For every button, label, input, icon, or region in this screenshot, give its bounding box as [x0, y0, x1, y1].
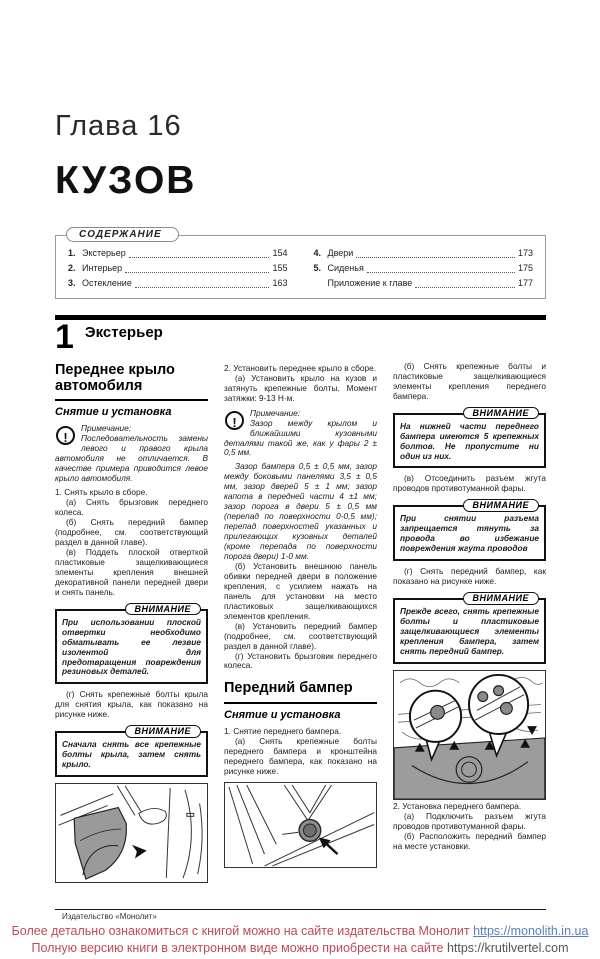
- substep-g: (г) Снять крепежные болты крыла для снятия крыла, как показано на рисунке ниже.: [55, 689, 208, 720]
- substep-v: (в) Поддеть плоской отверткой пластиковые защелкивающиеся элементы крепления внешней декоративной панели передней двери и снять панель.: [55, 546, 208, 597]
- bumper-bolt-illustration: [225, 783, 376, 867]
- article-heading-front-fender: Переднее крыло автомобиля: [55, 362, 208, 401]
- attention-text: Сначала снять все крепежные болты крыла, затем снять крыло.: [62, 739, 201, 770]
- contents-box: [55, 229, 546, 299]
- toc-item-number: 3.: [68, 277, 76, 288]
- section-number: 1: [55, 317, 74, 356]
- article-heading-front-bumper: Передний бампер: [224, 680, 377, 703]
- substep-a: (а) Подключить разъем жгута проводов противотуманной фары.: [393, 810, 546, 831]
- bumper-fasteners-illustration: [394, 671, 545, 799]
- toc-dot-leader: [129, 257, 270, 258]
- panel-line: [247, 785, 277, 844]
- promo-text-1: Более детально ознакомиться с книгой можно на сайте издательства Монолит: [11, 924, 474, 938]
- attention-text: Прежде всего, снять крепежные болты и пластиковые защелкивающиеся элементы крепления бампера, затем снять передний бампер.: [400, 606, 539, 656]
- page-content: [55, 110, 546, 851]
- removal-arrow: [132, 845, 147, 859]
- column-1: [55, 362, 208, 814]
- body-side-line: [198, 804, 202, 875]
- magnifier-circle: [469, 675, 528, 734]
- footer-divider: [55, 909, 546, 910]
- attention-text: На нижней части переднего бампера имеются 5 крепежных болтов. Не пропустите ни один из них.: [400, 420, 539, 461]
- attention-tab-label: ВНИМАНИЕ: [125, 603, 201, 616]
- toc-dot-leader: [367, 272, 515, 273]
- toc-item-number: 5.: [313, 262, 322, 273]
- toc-item: [68, 276, 288, 291]
- toc-item-label: Двери: [327, 248, 354, 258]
- promo-line-2: [0, 941, 600, 955]
- attention-tab-label: ВНИМАНИЕ: [463, 592, 539, 605]
- column-3: [393, 360, 546, 851]
- substep-a: (а) Установить крыло на кузов и затянуть крепежные болты. Момент затяжки: 9-13 Н·м.: [224, 372, 377, 403]
- toc-item-number: 1.: [68, 248, 76, 258]
- publisher-label: Издательство «Монолит»: [62, 912, 157, 921]
- bolt-head: [431, 705, 445, 719]
- substep-a: (а) Снять крепежные болты переднего бампера и кронштейна переднего бампера, как показано на рисунке ниже.: [224, 735, 377, 776]
- toc-item-page: 175: [517, 262, 533, 273]
- toc-dot-leader: [135, 287, 270, 288]
- note-text: Последовательность замены левого и правого крыла автомобиля не отличается. В качестве примера приводится левое крыло автомобиля.: [55, 433, 208, 484]
- toc-item: [314, 246, 534, 261]
- toc-item-label: Сиденья: [327, 262, 364, 273]
- attention-box: [55, 603, 208, 685]
- bolt-head: [478, 692, 488, 702]
- note-gaps-text: Зазор бампера 0,5 ± 0,5 мм, зазор между боковыми панелями 3,5 ± 0,5 мм, зазор дверей 5 ± 1 мм; зазор капота в передней части 4 ±1 мм; зазор порога в двери 5 ± 0,5 мм (перепад по поверхности 0-0,5 мм); перепад поверхностей указанных и прилегающих кузовных деталей (кроме перепада по поверхности порога двери) 1-0 мм.: [224, 461, 377, 561]
- channel-line: [284, 785, 331, 821]
- substep-g: (г) Снять передний бампер, как показано на рисунке ниже.: [393, 566, 546, 587]
- attention-box: [393, 593, 546, 664]
- section-header: [55, 315, 546, 356]
- column-2: [224, 362, 377, 814]
- note-exclamation-icon: !: [225, 411, 244, 430]
- krutilvertel-site-link[interactable]: https://krutilvertel.com: [446, 941, 569, 955]
- substep-v: (в) Установить передний бампер (подробнее, см. соответствующий раздел в данной главе).: [224, 620, 377, 651]
- toc-item-page: 177: [517, 277, 533, 288]
- edge-line: [264, 812, 374, 865]
- text-columns: [55, 360, 546, 851]
- step-2-install-bumper: 2. Установка переднего бампера.: [393, 800, 522, 811]
- page-footer: [0, 909, 600, 955]
- toc-item-number: 2.: [68, 262, 76, 273]
- step-1-remove-bumper: 1. Снятие переднего бампера.: [224, 725, 342, 736]
- substep-a: (а) Снять брызговик переднего колеса.: [55, 497, 208, 518]
- toc-item: [314, 261, 534, 276]
- toc-column-right: [314, 246, 534, 291]
- side-mirror: [139, 809, 167, 825]
- note-text: Зазор между крылом и ближайшими кузовными деталями такой же, как у фары 2 ± 0,5 мм.: [224, 417, 377, 458]
- note-exclamation-icon: !: [56, 426, 75, 445]
- toc-item-page: 173: [517, 248, 533, 258]
- figure-bumper-fasteners: [393, 670, 546, 800]
- toc-item-number: 4.: [313, 248, 322, 258]
- note-block: [224, 409, 377, 459]
- toc-item-page: 155: [272, 262, 288, 273]
- note-label: Примечание:: [250, 407, 301, 418]
- monolith-site-link[interactable]: https://monolith.in.ua: [473, 924, 589, 938]
- door-line: [166, 788, 170, 878]
- toc-item-label: Остекление: [82, 277, 132, 288]
- figure-fender-removal: [55, 783, 208, 883]
- attention-tab-label: ВНИМАНИЕ: [463, 407, 539, 420]
- figure-bumper-bolt: [224, 782, 377, 868]
- section-title: Экстерьер: [84, 323, 163, 341]
- toc-item-label: Интерьер: [82, 262, 123, 273]
- attention-text: При использовании плоской отвертки необходимо обматывать ее лезвие изолентой для предотвращения повреждения резиновых деталей.: [62, 616, 201, 677]
- toc-item-label: Приложение к главе: [327, 277, 413, 288]
- door-line: [183, 790, 191, 878]
- panel-line: [229, 787, 253, 864]
- contents-tab-label: СОДЕРЖАНИЕ: [66, 227, 179, 242]
- fender-shape: [74, 808, 126, 880]
- attention-tab-label: ВНИМАНИЕ: [463, 499, 539, 512]
- note-block: [55, 424, 208, 484]
- toc-item: [68, 261, 288, 276]
- step-1-remove-fender: 1. Снять крыло в сборе.: [55, 487, 148, 498]
- attention-text: При снятии разъема запрещается тянуть за провода во избежание повреждения жгута проводов: [400, 513, 539, 554]
- substep-b: (б) Снять передний бампер (подробнее, см. соответствующий раздел в данной главе).: [55, 517, 208, 547]
- a-pillar-line: [125, 786, 141, 811]
- toc-item: [314, 276, 534, 291]
- substep-g: (г) Установить брызговик переднего колеса.: [224, 650, 377, 671]
- chapter-label: Глава 16: [55, 110, 182, 142]
- fender-removal-illustration: [56, 784, 207, 882]
- promo-line-1: [0, 924, 600, 938]
- toc-item: [68, 246, 288, 261]
- bolt-head: [494, 686, 504, 696]
- substep-b: (б) Снять крепежные болты и пластиковые защелкивающиеся элементы крепления переднего бампера.: [393, 360, 546, 401]
- attention-tab-label: ВНИМАНИЕ: [125, 725, 201, 738]
- step-2-install-fender: 2. Установить переднее крыло в сборе.: [224, 362, 377, 373]
- substep-b: (б) Установить внешнюю панель обивки передней двери в положение крепления, с усилием нажать на панель для установки на место пластиковых защелкивающихся элементов крепления.: [224, 560, 377, 621]
- note-label: Примечание:: [81, 423, 132, 434]
- attention-box: [55, 726, 208, 777]
- toc-dot-leader: [356, 257, 515, 258]
- channel-line: [292, 785, 326, 813]
- subheading-removal-installation: Снятие и установка: [55, 406, 172, 419]
- attention-box: [393, 407, 546, 469]
- bolt-center: [303, 824, 316, 837]
- page-title: КУЗОВ: [55, 159, 197, 202]
- attention-box: [393, 500, 546, 561]
- subheading-removal-installation: Снятие и установка: [224, 708, 341, 721]
- leader-line: [282, 832, 298, 834]
- engine-bay-contour: [400, 679, 459, 687]
- promo-text-2: Полную версию книги в электронном виде можно приобрести на сайте: [31, 941, 447, 955]
- toc-item-page: 163: [272, 277, 288, 288]
- toc-item-label: Экстерьер: [82, 248, 126, 258]
- substep-b: (б) Расположить передний бампер на месте установки.: [393, 830, 546, 851]
- toc-item-page: 154: [272, 248, 288, 258]
- toc-dot-leader: [415, 287, 515, 288]
- panel-line: [237, 785, 265, 854]
- substep-v: (в) Отсоединить разъем жгута проводов противотуманной фары.: [393, 473, 546, 494]
- bolt-head: [501, 702, 513, 714]
- toc-dot-leader: [125, 272, 269, 273]
- toc-column-left: [68, 246, 288, 291]
